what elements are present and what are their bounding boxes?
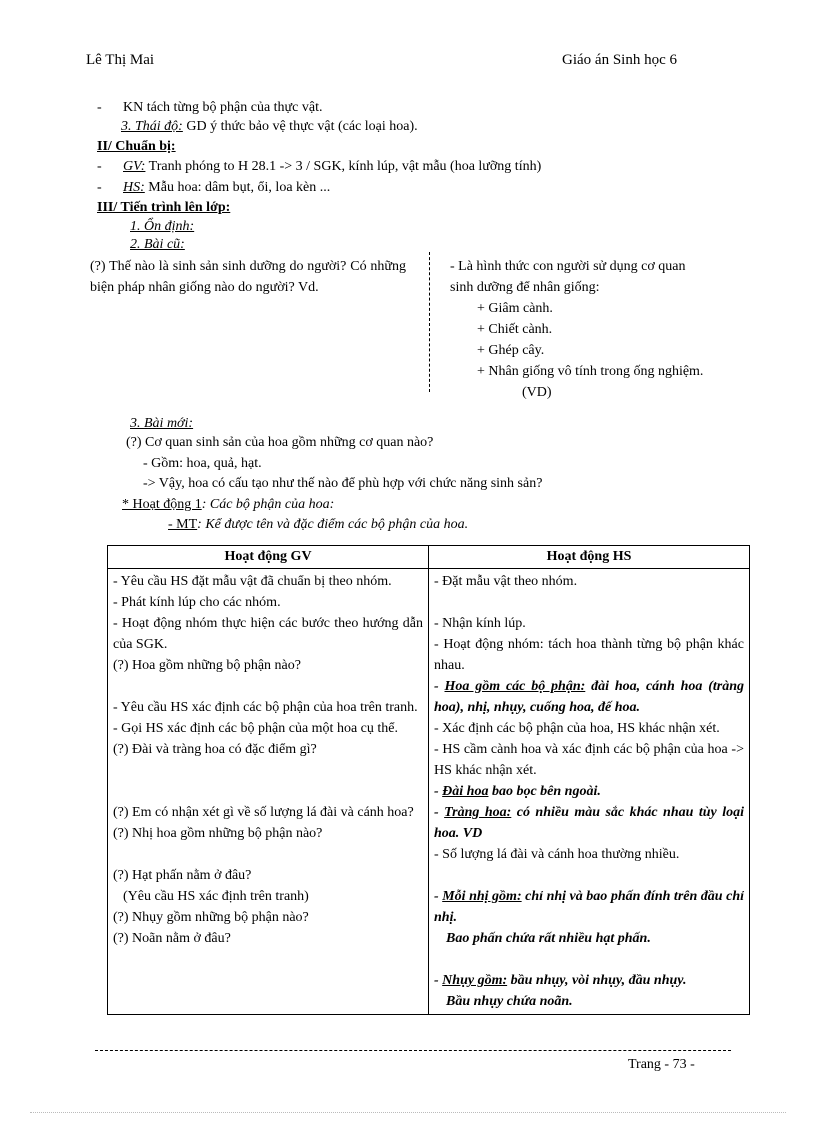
gv-cell bbox=[108, 569, 429, 1015]
hs-item: - Đặt mẫu vật theo nhóm. bbox=[434, 574, 578, 589]
goal-label: - MT bbox=[168, 517, 198, 532]
attitude-line bbox=[121, 117, 418, 137]
step1-label: 1. Ổn định: bbox=[130, 219, 195, 234]
hs-item: - Số lượng lá đài và cánh hoa thường nhiều. bbox=[434, 847, 680, 862]
gv-item: - Phát kính lúp cho các nhóm. bbox=[113, 595, 281, 610]
prep-heading: II/ Chuẩn bị: bbox=[97, 139, 176, 154]
step3-label: 3. Bài mới: bbox=[130, 416, 194, 431]
hs-item: - Hoa gồm các bộ phận: đài hoa, cánh hoa (tràng hoa), nhị, nhụy, cuống hoa, đế hoa. bbox=[434, 679, 744, 715]
hs-item: - HS cầm cành hoa và xác định các bộ phận của hoa -> HS khác nhận xét. bbox=[434, 742, 744, 778]
old-answer-line: + Ghép cây. bbox=[477, 343, 545, 358]
gv-item: (?) Hạt phấn nằm ở đâu? bbox=[113, 868, 252, 883]
prep-hs-line: - HS: Mẫu hoa: dâm bụt, ổi, loa kèn ... bbox=[97, 180, 331, 195]
old-answer-line: + Nhân giống vô tính trong ống nghiệm. bbox=[477, 364, 704, 379]
gv-item: (?) Nhị hoa gồm những bộ phận nào? bbox=[113, 826, 323, 841]
skill-line: - KN tách từng bộ phận của thực vật. bbox=[97, 100, 323, 115]
attitude-text: GD ý thức bảo vệ thực vật (các loại hoa). bbox=[182, 119, 418, 134]
prep-hs-label: HS: bbox=[123, 180, 145, 195]
gv-item: - Yêu cầu HS đặt mẫu vật đã chuẩn bị theo nhóm. bbox=[113, 574, 392, 589]
col-header-hs: Hoạt động HS bbox=[429, 546, 750, 569]
gv-item: (Yêu cầu HS xác định trên tranh) bbox=[123, 889, 309, 904]
activity-label: * Hoạt động 1 bbox=[122, 497, 202, 512]
old-answer-line: + Giâm cành. bbox=[477, 301, 553, 316]
prep-gv-text: Tranh phóng to H 28.1 -> 3 / SGK, kính lúp, vật mẫu (hoa lưỡng tính) bbox=[145, 159, 542, 174]
hs-item: Bao phấn chứa rất nhiều hạt phấn. bbox=[446, 931, 651, 946]
prep-gv-label: GV: bbox=[123, 159, 146, 174]
attitude-label: 3. Thái độ: bbox=[121, 119, 183, 134]
header-author: Lê Thị Mai bbox=[86, 52, 155, 68]
new-question: (?) Cơ quan sinh sản của hoa gồm những cơ quan nào? bbox=[126, 435, 434, 450]
gv-item: (?) Noãn nằm ở đâu? bbox=[113, 931, 231, 946]
footer-rule bbox=[95, 1050, 731, 1051]
gv-item: (?) Hoa gồm những bộ phận nào? bbox=[113, 658, 301, 673]
gv-item: (?) Đài và tràng hoa có đặc điểm gì? bbox=[113, 742, 317, 757]
table-row bbox=[108, 569, 750, 1015]
hs-item: - Tràng hoa: có nhiều màu sắc khác nhau tùy loại hoa. VD bbox=[434, 805, 744, 841]
old-answer-line: sinh dưỡng để nhân giống: bbox=[450, 280, 600, 295]
new-transition: -> Vậy, hoa có cấu tạo như thế nào để phù hợp với chức năng sinh sản? bbox=[143, 476, 543, 491]
old-question: (?) Thế nào là sinh sản sinh dưỡng do người? Có những biện pháp nhân giống nào do người? Vd. bbox=[90, 259, 406, 295]
table-header-row bbox=[108, 546, 750, 569]
skill-text: KN tách từng bộ phận của thực vật. bbox=[123, 100, 323, 115]
process-heading: III/ Tiến trình lên lớp: bbox=[97, 200, 231, 215]
col-header-gv: Hoạt động GV bbox=[108, 546, 429, 569]
step2-label: 2. Bài cũ: bbox=[130, 237, 185, 252]
goal-text: : Kể được tên và đặc điểm các bộ phận của hoa. bbox=[197, 517, 469, 532]
hs-item: Bầu nhụy chứa noãn. bbox=[446, 994, 573, 1009]
old-answer-line: + Chiết cành. bbox=[477, 322, 553, 337]
gv-item: - Yêu cầu HS xác định các bộ phận của hoa trên tranh. bbox=[113, 700, 418, 715]
old-answer bbox=[450, 256, 760, 403]
page-bottom-rule bbox=[30, 1112, 786, 1113]
activity-table bbox=[107, 545, 750, 1015]
old-lesson-qa bbox=[90, 252, 760, 400]
gv-item: - Hoạt động nhóm thực hiện các bước theo hướng dẫn của SGK. bbox=[113, 616, 423, 652]
hs-cell bbox=[429, 569, 750, 1015]
activity-title: : Các bộ phận của hoa: bbox=[201, 497, 335, 512]
gv-item: - Gọi HS xác định các bộ phận của một hoa cụ thể. bbox=[113, 721, 398, 736]
prep-gv-line: - GV: Tranh phóng to H 28.1 -> 3 / SGK, kính lúp, vật mẫu (hoa lưỡng tính) bbox=[97, 159, 542, 174]
hs-item: - Nhận kính lúp. bbox=[434, 616, 526, 631]
hs-item: - Nhụy gồm: bầu nhụy, vòi nhụy, đầu nhụy. bbox=[434, 973, 687, 988]
hs-item: - Hoạt động nhóm: tách hoa thành từng bộ phận khác nhau. bbox=[434, 637, 744, 673]
old-answer-line: - Là hình thức con người sử dụng cơ quan bbox=[450, 259, 686, 274]
activity-line bbox=[122, 495, 334, 515]
header-title: Giáo án Sinh học 6 bbox=[562, 52, 677, 68]
prep-hs-text: Mẫu hoa: dâm bụt, ổi, loa kèn ... bbox=[144, 180, 331, 195]
old-answer-line: (VD) bbox=[522, 385, 552, 400]
new-answer: - Gồm: hoa, quả, hạt. bbox=[143, 456, 262, 471]
gv-item: (?) Em có nhận xét gì về số lượng lá đài và cánh hoa? bbox=[113, 805, 414, 820]
hs-item: - Mỗi nhị gồm: chỉ nhị và bao phấn đính trên đầu chỉ nhị. bbox=[434, 889, 744, 925]
gv-item: (?) Nhụy gồm những bộ phận nào? bbox=[113, 910, 309, 925]
goal-line bbox=[168, 515, 468, 535]
page-number: Trang - 73 - bbox=[628, 1057, 695, 1072]
qa-divider bbox=[429, 252, 430, 392]
hs-item: - Xác định các bộ phận của hoa, HS khác nhận xét. bbox=[434, 721, 720, 736]
hs-item: - Đài hoa bao bọc bên ngoài. bbox=[434, 784, 601, 799]
